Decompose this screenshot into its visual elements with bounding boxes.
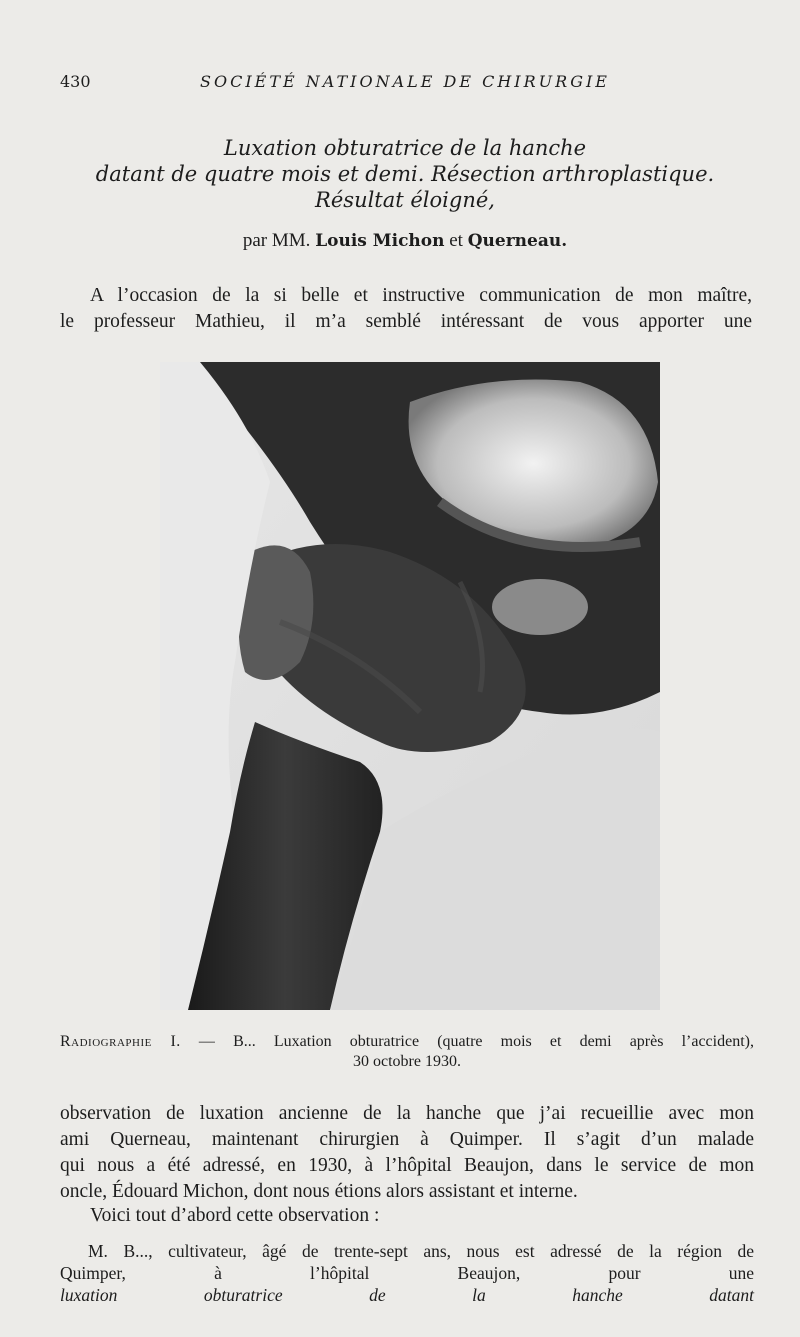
text-line: observation de luxation ancienne de la hanche que j’ai recueillie avec mon bbox=[60, 1103, 754, 1124]
text-line: le professeur Mathieu, il m’a semblé intéressant de vous apporter une bbox=[60, 311, 752, 332]
caption-text: — B... Luxation obturatrice (quatre mois et demi après l’accident), bbox=[180, 1033, 754, 1050]
text-line: oncle, Édouard Michon, dont nous étions alors assistant et interne. bbox=[60, 1181, 578, 1202]
intro-paragraph bbox=[60, 283, 752, 335]
radiograph-image bbox=[160, 362, 660, 1010]
text-fragment: Quimper, à l’hôpital Beaujon, pour une bbox=[60, 1263, 754, 1283]
title-line: Résultat éloigné, bbox=[315, 188, 495, 212]
running-head: SOCIÉTÉ NATIONALE DE CHIRURGIE bbox=[200, 72, 610, 91]
caption-label: Radiographie I. bbox=[60, 1033, 181, 1050]
byline-prefix: par MM. bbox=[242, 230, 311, 251]
radiograph-figure bbox=[160, 362, 660, 1010]
text-line: M. B..., cultivateur, âgé de trente-sept ans, nous est adressé de la région de bbox=[88, 1241, 754, 1261]
caption-line bbox=[60, 1032, 754, 1052]
page-number: 430 bbox=[60, 72, 91, 91]
page-header bbox=[60, 70, 750, 96]
text-line bbox=[60, 1262, 754, 1306]
text-line: A l’occasion de la si belle et instructive communication de mon maître, bbox=[90, 285, 752, 306]
italic-fragment: luxation obturatrice de la hanche datant bbox=[60, 1285, 754, 1305]
byline bbox=[60, 230, 750, 252]
author-name: Querneau. bbox=[467, 231, 568, 251]
text-line: qui nous a été adressé, en 1930, à l’hôpital Beaujon, dans le service de mon bbox=[60, 1155, 754, 1176]
case-paragraph bbox=[60, 1240, 754, 1306]
text-line: ami Querneau, maintenant chirurgien à Quimper. Il s’agit d’un malade bbox=[60, 1129, 754, 1150]
body-paragraph bbox=[60, 1101, 754, 1205]
byline-conjunction: et bbox=[449, 230, 463, 251]
caption-line: 30 octobre 1930. bbox=[353, 1053, 461, 1070]
title-line: datant de quatre mois et demi. Résection arthroplastique. bbox=[95, 162, 715, 186]
figure-caption bbox=[60, 1032, 754, 1072]
article-title bbox=[55, 135, 755, 213]
observation-intro: Voici tout d’abord cette observation : bbox=[90, 1205, 380, 1226]
title-line: Luxation obturatrice de la hanche bbox=[223, 136, 587, 160]
author-name: Louis Michon bbox=[315, 231, 445, 251]
